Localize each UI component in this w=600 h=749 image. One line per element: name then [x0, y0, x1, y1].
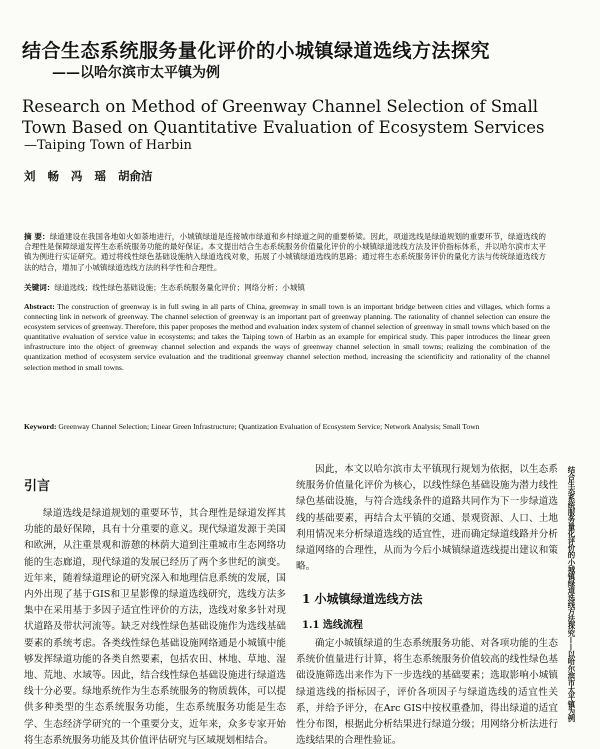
abstract-en-label: Abstract: [24, 302, 55, 311]
abstract-cn-text: 绿道建设在我国各地如火如荼地进行，小城镇绿道是连接城市绿道和乡村绿道之间的重要桥梁。因此，项道选线是绿道规划的重要环节，绿道选线的合理性是保障绿道发挥生态系统服务功能的最好保证。本文提出结合生态系统服务价值量化评价的小城镇绿道选线方法及评价指标体系，并以哈尔滨市太平镇为例进行实证研究。通过将线性绿色基础设施纳入绿道选线对象，拓展了小城镇绿道选线的思路；通过将生态系统服务评价的量化方法与传统绿道选线方法的结合，增加了小城镇绿道选线方法的科学性和合理性。 [24, 232, 546, 272]
paper-title-en: Research on Method of Greenway Channel Selection of Small Town Based on Quantitative Evaluation of Ecosystem Services [22, 97, 545, 137]
keywords-cn-label: 关键词： [24, 283, 55, 292]
abstract-cn-label: 摘 要： [24, 232, 50, 241]
paper-title-cn: 结合生态系统服务量化评价的小城镇绿道选线方法探究 [22, 40, 491, 62]
running-header-side [566, 466, 588, 722]
paper-subtitle-cn: ——以哈尔滨市太平镇为例 [52, 65, 220, 81]
paper-subtitle-en: —Taiping Town of Harbin [24, 138, 192, 153]
abstract-cn [24, 232, 546, 273]
keywords-en [24, 422, 550, 432]
section-1-1-paragraph: 确定小城镇绿道的生态系统服务功能、对各项功能的生态系统价值量进行计算，将生态系统服务价值较高的线性绿色基础设施筛选出来作为下一步选线的基础要素；选取影响小城镇绿道选线的指标因子，评价各项因子与绿道选线的适宜性关系，并给予评分，在Arc GIS中按权重叠加，得出绿道的适宜性分布图，根据此分析结果进行绿道分级；用网络分析法进行选线结果的合理性验证。 [296, 638, 558, 747]
keywords-cn-text: 绿道选线；线性绿色基础设施；生态系统服务量化评价；网络分析；小城镇 [54, 283, 305, 292]
keywords-en-text: Greenway Channel Selection; Linear Green Infrastructure; Quantization Evaluation of Ecosystem Service; Network Analysis; Small Town [58, 422, 480, 431]
keywords-en-label: Keyword: [24, 422, 57, 431]
running-header-text: 结合生态系统服务量化评价的小城镇绿道选线方法探究——以哈尔滨市太平镇为例 [567, 466, 576, 722]
intro-paragraph-left: 绿道选线是绿道规划的重要环节，其合理性是绿道发挥其功能的最好保障，具有十分重要的意义。现代绿道发源于美国和欧洲，从注重景观和游憩的林荫大道到注重城市生态网络功能的生态廊道，现代绿道的发展已经历了两个多世纪的演变。近年来，随着绿道理论的研究深入和地理信息系统的发展，国内外出现了基于GIS和卫星影像的绿道选线研究，选线方法多集中在采用基于多因子适宜性评价的方法，选线对象多针对现状道路及带状河流等。缺乏对线性绿色基础设施作为选线基础要素的系统考虑。各类线性绿色基础设施网络通是小城镇中能够发挥绿道功能的各类自然要素，包括农田、林地、草地、湿地、荒地、水域等。因此，结合线性绿色基础设施进行绿道选线十分必要。绿地系统作为生态系统服务的物质载体，可以提供多种类型的生态系统服务功能，生态系统服务功能是生态学、生态经济学研究的一个重要分支，近年来，众多专家开始将生态系统服务功能及其价值评估研究与区域规划相结合。 [24, 508, 286, 746]
intro-paragraph-right: 因此，本文以哈尔滨市太平镇现行规划为依据，以生态系统服务价值量化评价为核心，以线性绿色基础设施为潜力线性绿色基础设施，与符合选线条件的道路共同作为下一步绿道选线的基础要素，再结合太平镇的交通、景观资源、人口、土地利用情况来分析绿道选线的适宜性，进而确定绿道线路并分析绿道网络的合理性，从而为今后小城镇绿道选线提出建议和策略。 [296, 464, 558, 573]
section-1-1-heading: 1.1 选线流程 [302, 620, 363, 631]
section-1-heading: 1 小城镇绿道选线方法 [302, 592, 423, 606]
abstract-en [24, 302, 550, 373]
keywords-cn [24, 283, 546, 293]
section-intro-heading: 引言 [24, 479, 51, 494]
authors: 刘 畅 冯 瑶 胡俞洁 [24, 169, 153, 183]
abstract-en-text: The construction of greenway is in full swing in all parts of China, greenway in small town is an important bridge between cities and villages, which forms a connecting link in network of greenway. The channel selection of greenway is an important part of greenway planning. The rationality of channel selection can ensure the ecosystem services of greenway. Therefore, this paper proposes the method and evaluation index system of channel selection of greenway in small towns which based on the quantitative evaluation of service value in ecosystems; and takes the Taiping town of Harbin as an example for empirical study. This paper introduces the linear green infrastructure into the object of greenway channel selection and expands the ways of greenway channel selection in small towns; realizing the combination of the quantization method of ecosystem service evaluation and the traditional greenway channel selection method, increasing the scientificity and rationality of the channel selection method in small towns. [24, 302, 550, 372]
